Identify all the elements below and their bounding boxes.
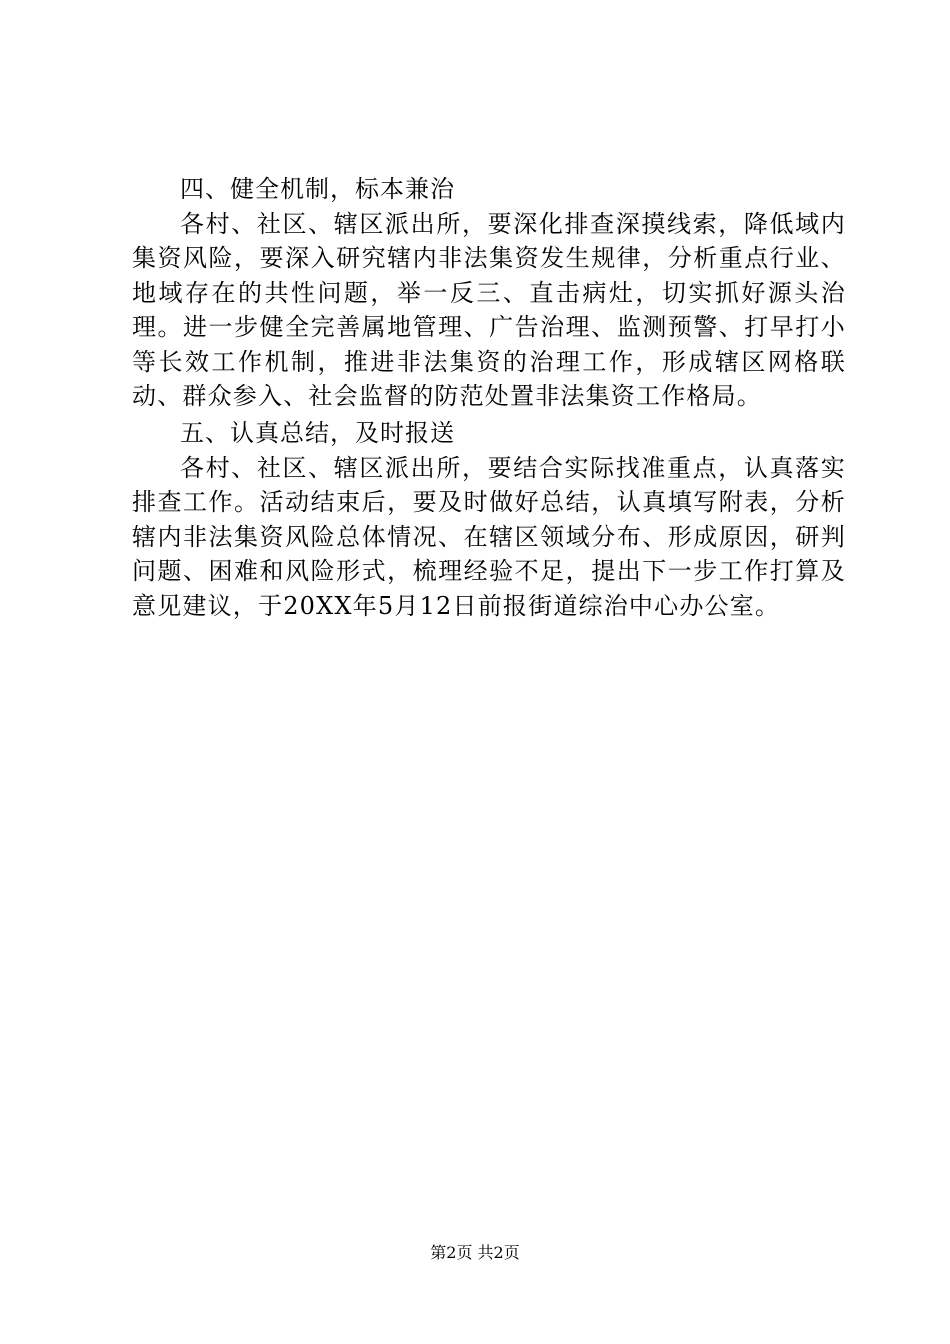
section-paragraph: 各村、社区、辖区派出所，要深化排查深摸线索，降低域内集资风险，要深入研究辖内非法集资发生规律，分析重点行业、地域存在的共性问题，举一反三、直击病灶，切实抓好源头治理。进一步健全完善属地管理、广告治理、监测预警、打早打小等长效工作机制，推进非法集资的治理工作，形成辖区网格联动、群众参入、社会监督的防范处置非法集资工作格局。 bbox=[132, 209, 846, 410]
section-mechanism bbox=[132, 172, 846, 414]
page-number-footer: 第2页 共2页 bbox=[430, 1243, 520, 1262]
section-heading: 四、健全机制，标本兼治 bbox=[180, 175, 455, 203]
section-heading: 五、认真总结，及时报送 bbox=[180, 419, 455, 447]
section-paragraph: 各村、社区、辖区派出所，要结合实际找准重点，认真落实排查工作。活动结束后，要及时做好总结，认真填写附表，分析辖内非法集资风险总体情况、在辖区领域分布、形成原因，研判问题、困难和风险形式，梳理经验不足，提出下一步工作打算及意见建议，于20XX年5月12日前报街道综治中心办公室。 bbox=[132, 453, 846, 620]
section-summary bbox=[132, 416, 846, 623]
